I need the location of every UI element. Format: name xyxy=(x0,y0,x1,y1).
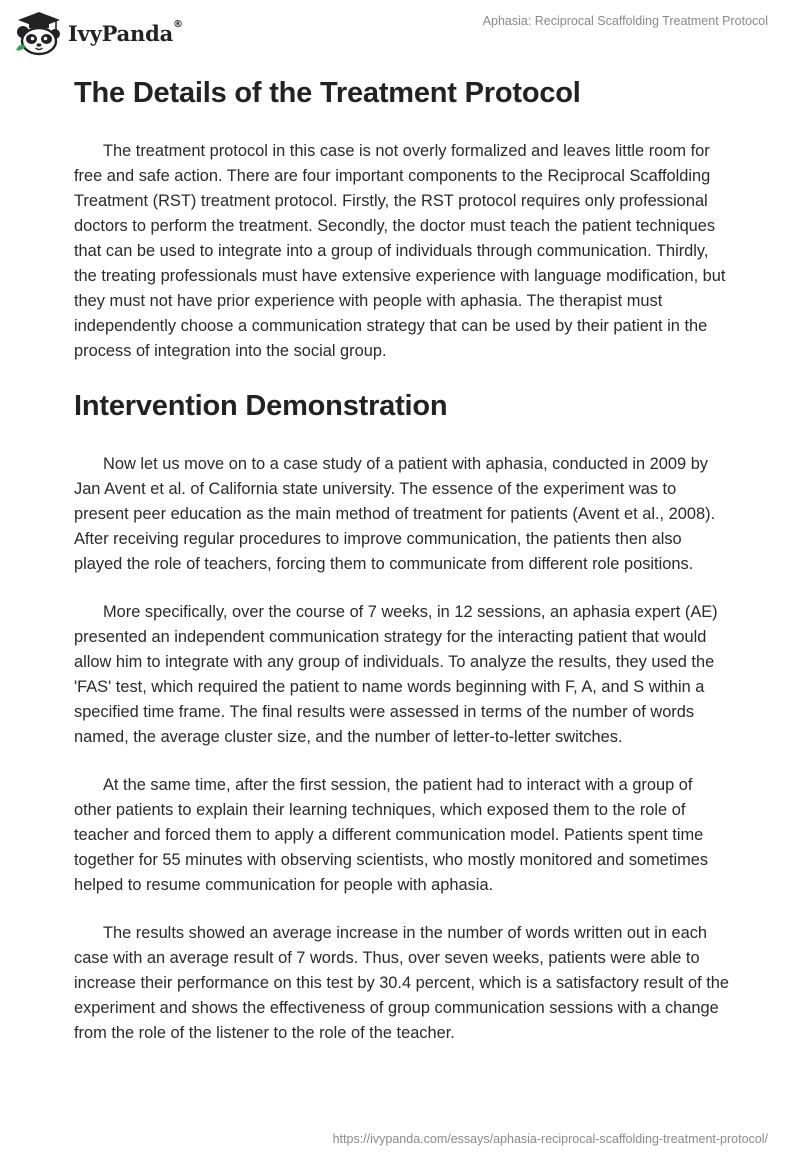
article-body xyxy=(74,70,734,1046)
paragraph: At the same time, after the first session, the patient had to interact with a group of other patients to explain their learning techniques, which exposed them to the role of teacher and forced them to apply a different communication model. Patients spent time together for 55 minutes with observing scientists, who mostly monitored and sometimes helped to resume communication for people with aphasia. xyxy=(74,776,709,894)
panda-graduate-icon xyxy=(14,10,64,56)
paragraph: Now let us move on to a case study of a patient with aphasia, conducted in 2009 by Jan Avent et al. of California state university. The essence of the experiment was to present peer education as the main method of treatment for patients (Avent et al., 2008). After receiving regular procedures to improve communication, the patients then also played the role of teachers, forcing them to communicate from different role positions. xyxy=(74,455,716,573)
document-title: Aphasia: Reciprocal Scaffolding Treatment Protocol xyxy=(482,14,768,28)
brand-name: IvyPanda® xyxy=(68,18,183,46)
paragraph: The results showed an average increase in the number of words written out in each case with an average result of 7 words. Thus, over seven weeks, patients were able to increase their performance on this test by 30.4 percent, which is a satisfactory result of the experiment and shows the effectiveness of group communication sessions with a change from the role of the listener to the role of the teacher. xyxy=(74,924,730,1042)
source-url-link[interactable]: https://ivypanda.com/essays/aphasia-reciprocal-scaffolding-treatment-protocol/ xyxy=(332,1132,768,1146)
brand-logo[interactable] xyxy=(14,10,183,56)
page-header xyxy=(0,0,800,60)
paragraph: More specifically, over the course of 7 weeks, in 12 sessions, an aphasia expert (AE) presented an independent communication strategy for the interacting patient that would allow him to integrate with any group of individuals. To analyze the results, they used the 'FAS' test, which required the patient to name words beginning with F, A, and S within a specified time frame. The final results were assessed in terms of the number of words named, the average cluster size, and the number of letter-to-letter switches. xyxy=(74,603,718,746)
section-heading: The Details of the Treatment Protocol xyxy=(74,77,581,109)
section-heading: Intervention Demonstration xyxy=(74,390,448,422)
paragraph: The treatment protocol in this case is not overly formalized and leaves little room for free and safe action. There are four important components to the Reciprocal Scaffolding Treatment (RST) treatment protocol. Firstly, the RST protocol requires only professional doctors to perform the treatment. Secondly, the doctor must teach the patient techniques that can be used to integrate into a group of individuals through communication. Thirdly, the treating professionals must have extensive experience with language modification, but they must not have prior experience with people with aphasia. The therapist must independently choose a communication strategy that can be used by their patient in the process of integration into the social group. xyxy=(74,142,726,360)
